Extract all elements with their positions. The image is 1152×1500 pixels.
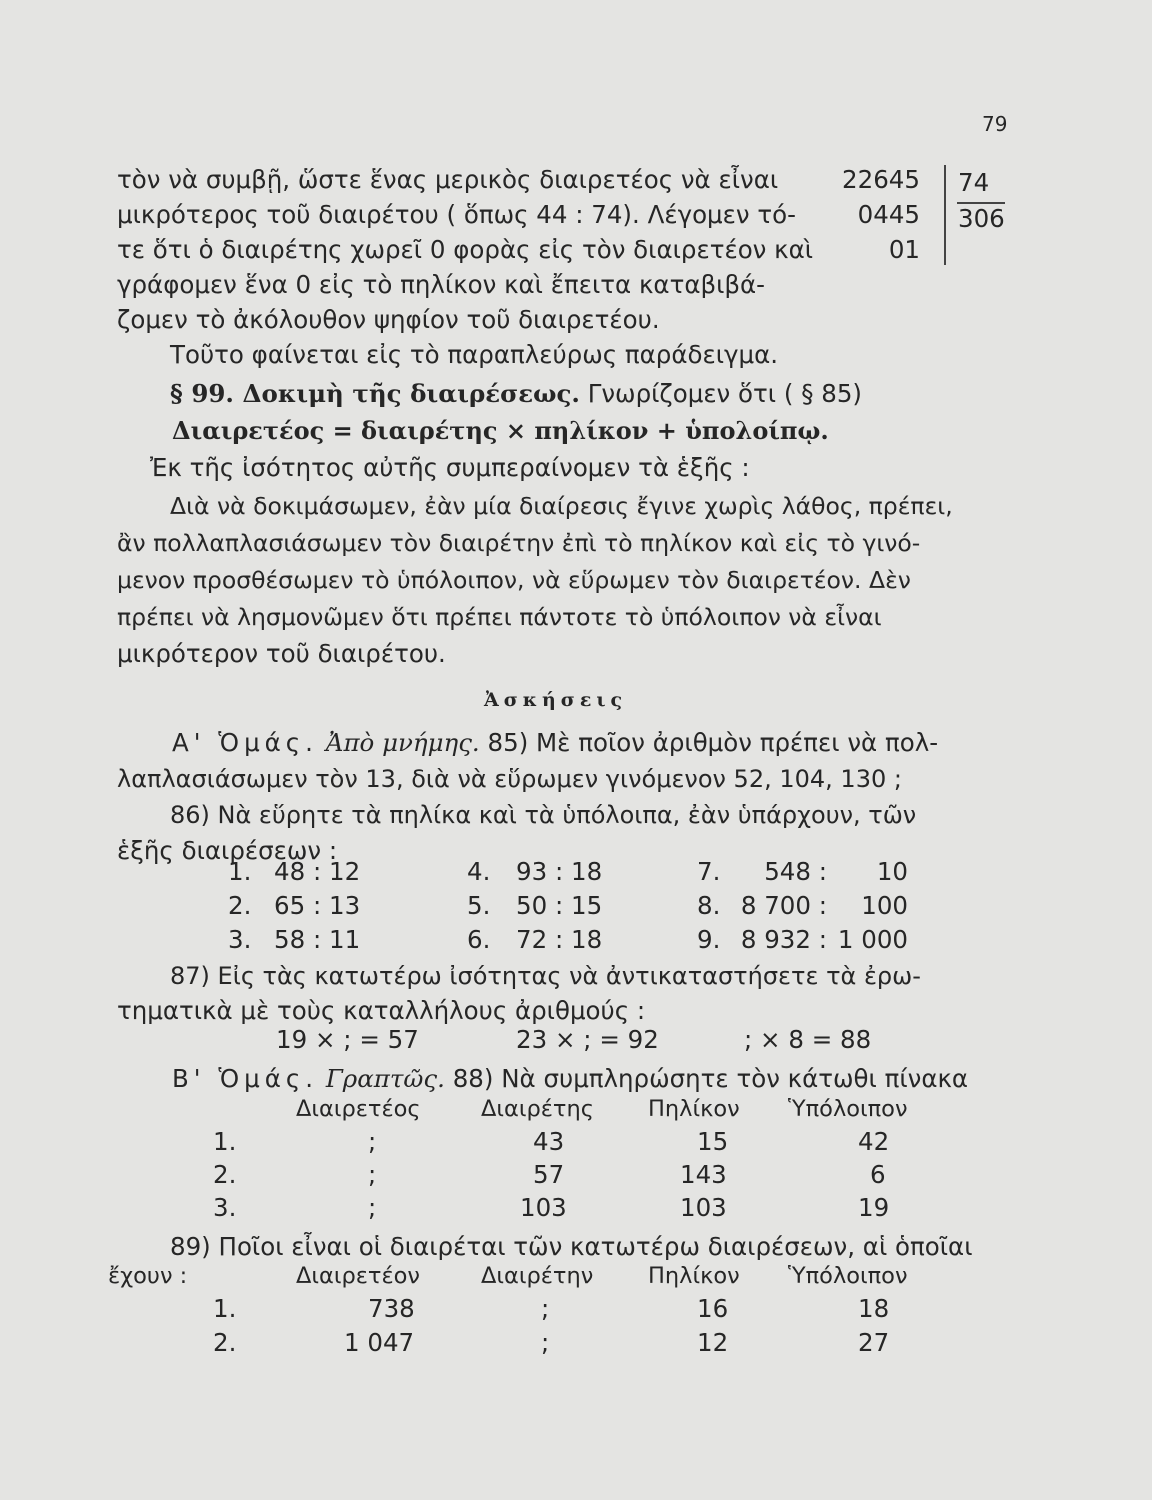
table-88-cell: 6 [870, 1160, 886, 1189]
division-item-divisor: 10 [876, 857, 908, 886]
division-quotient: 306 [958, 204, 1005, 233]
exercises-title: Ἀσκήσεις [484, 689, 628, 711]
exercise-89-line: 89) Ποῖοι εἶναι οἱ διαιρέται τῶν κατωτέρω διαιρέσεων, αἱ ὁποῖαι [170, 1232, 973, 1261]
table-89-header: Πηλίκον [648, 1263, 740, 1289]
exercise-88-line: 88) Νὰ συμπληρώσητε τὸν κάτωθι πίνακα [452, 1064, 969, 1093]
equality-item: ; × 8 = 88 [744, 1025, 872, 1054]
intro-line: Τοῦτο φαίνεται εἰς τὸ παραπλεύρως παράδειγμα. [170, 340, 779, 369]
division-item: 48 : 12 [274, 857, 361, 886]
exercise-86-line: 86) Νὰ εὕρητε τὰ πηλίκα καὶ τὰ ὑπόλοιπα, ἐὰν ὑπάρχουν, τῶν [170, 801, 917, 829]
table-89-cell: ; [541, 1294, 550, 1323]
intro-line: γράφομεν ἕνα 0 εἰς τὸ πηλίκον καὶ ἔπειτα καταβιβά- [117, 270, 766, 299]
group-a-mode: Ἀπὸ μνήμης. [325, 728, 480, 757]
division-item: 72 : 18 [516, 925, 603, 954]
table-89-cell: 738 [368, 1294, 415, 1323]
table-89-cell: 18 [858, 1294, 890, 1323]
table-88-row-number: 1. [213, 1127, 237, 1156]
table-88-cell: ; [368, 1193, 377, 1222]
table-88-header: Διαιρέτης [481, 1096, 594, 1122]
division-item-number: 7. [697, 857, 721, 886]
intro-line: ζομεν τὸ ἀκόλουθον ψηφίον τοῦ διαιρετέου. [117, 305, 660, 334]
exercise-85-start: 85) Μὲ ποῖον ἀριθμὸν πρέπει νὰ πολ- [487, 728, 939, 757]
section-99-heading-line [170, 378, 862, 410]
section-99-line: μικρότερον τοῦ διαιρέτου. [117, 639, 446, 668]
section-99-heading: § 99. Δοκιμὴ τῆς διαιρέσεως. [170, 379, 580, 408]
equality-item: 23 × ; = 92 [516, 1025, 659, 1054]
table-89-cell: 27 [858, 1328, 890, 1357]
table-88-cell: 15 [697, 1127, 729, 1156]
division-item-number: 4. [467, 857, 491, 886]
table-88-row-number: 2. [213, 1160, 237, 1189]
table-88-cell: 103 [680, 1193, 727, 1222]
exercise-85-line: λαπλασιάσωμεν τὸν 13, διὰ νὰ εὕρωμεν γινόμενον 52, 104, 130 ; [117, 765, 902, 793]
exercise-86-line: ἑξῆς διαιρέσεων : [117, 836, 338, 865]
exercise-89-lead: ἔχουν : [108, 1263, 188, 1289]
division-item-divisor: 1 000 [837, 925, 908, 954]
section-99-line: ἂν πολλαπλασιάσωμεν τὸν διαιρέτην ἐπὶ τὸ πηλίκον καὶ εἰς τὸ γινό- [117, 529, 921, 557]
division-item-number: 5. [467, 891, 491, 920]
table-88-row-number: 3. [213, 1193, 237, 1222]
table-88-cell: 42 [858, 1127, 890, 1156]
group-a-line [172, 727, 938, 759]
division-divisor: 74 [958, 168, 990, 197]
division-item: 65 : 13 [274, 891, 361, 920]
division-item-number: 8. [697, 891, 721, 920]
table-88-cell: 103 [520, 1193, 567, 1222]
equality-item: 19 × ; = 57 [276, 1025, 419, 1054]
table-89-row-number: 1. [213, 1294, 237, 1323]
table-88-header: Ὑπόλοιπον [788, 1096, 908, 1122]
division-item-dividend: 8 700 : [740, 891, 827, 920]
division-item-dividend: 548 : [764, 857, 827, 886]
table-88-cell: ; [368, 1127, 377, 1156]
table-89-header: Διαιρετέον [296, 1263, 420, 1289]
division-item-number: 9. [697, 925, 721, 954]
table-88-cell: 143 [680, 1160, 727, 1189]
table-89-cell: 12 [697, 1328, 729, 1357]
section-99-line: πρέπει νὰ λησμονῶμεν ὅτι πρέπει πάντοτε τὸ ὑπόλοιπον νὰ εἶναι [117, 603, 882, 631]
division-dividend: 22645 [842, 165, 920, 194]
intro-line: τε ὅτι ὁ διαιρέτης χωρεῖ 0 φορὰς εἰς τὸν διαιρετέον καὶ [117, 235, 814, 264]
group-b-line [172, 1063, 968, 1095]
table-88-cell: 43 [533, 1127, 565, 1156]
table-89-cell: 1 047 [344, 1328, 415, 1357]
division-item-divisor: 100 [861, 891, 908, 920]
group-b-mode: Γραπτῶς. [325, 1064, 445, 1093]
page-number: 79 [982, 112, 1008, 136]
intro-line: μικρότερος τοῦ διαιρέτου ( ὅπως 44 : 74). Λέγομεν τό- [117, 200, 796, 229]
group-a-label: Α' Ὁμάς. [172, 728, 318, 757]
division-item-number: 2. [228, 891, 252, 920]
division-item: 50 : 15 [516, 891, 603, 920]
table-88-header: Διαιρετέος [296, 1096, 421, 1122]
group-b-label: Β' Ὁμάς. [172, 1064, 319, 1093]
table-88-cell: ; [368, 1160, 377, 1189]
exercise-87-line: 87) Εἰς τὰς κατωτέρω ἰσότητας νὰ ἀντικαταστήσετε τὰ ἐρω- [170, 962, 921, 990]
division-item-dividend: 8 932 : [740, 925, 827, 954]
division-item-number: 6. [467, 925, 491, 954]
table-89-header: Διαιρέτην [481, 1263, 594, 1289]
table-89-cell: 16 [697, 1294, 729, 1323]
section-99-line: Ἐκ τῆς ἰσότητος αὐτῆς συμπεραίνομεν τὰ ἑξῆς : [150, 453, 750, 482]
table-89-row-number: 2. [213, 1328, 237, 1357]
table-89-header: Ὑπόλοιπον [788, 1263, 908, 1289]
division-formula: Διαιρετέος = διαιρέτης × πηλίκον + ὑπολοίπῳ. [172, 416, 829, 445]
division-item: 93 : 18 [516, 857, 603, 886]
exercise-87-line: τηματικὰ μὲ τοὺς καταλλήλους ἀριθμούς : [117, 996, 646, 1025]
division-remainder: 01 [888, 235, 920, 264]
division-partial: 0445 [857, 200, 920, 229]
intro-line: τὸν νὰ συμβῇ, ὥστε ἕνας μερικὸς διαιρετέος νὰ εἶναι [117, 165, 779, 194]
table-88-header: Πηλίκον [648, 1096, 740, 1122]
division-item-number: 3. [228, 925, 252, 954]
table-89-cell: ; [541, 1328, 550, 1357]
division-item: 58 : 11 [274, 925, 361, 954]
section-99-heading-tail: Γνωρίζομεν ὅτι ( § 85) [587, 379, 862, 408]
division-vertical-rule [944, 165, 946, 265]
table-88-cell: 57 [533, 1160, 565, 1189]
table-88-cell: 19 [858, 1193, 890, 1222]
division-item-number: 1. [228, 857, 252, 886]
section-99-line: Διὰ νὰ δοκιμάσωμεν, ἐὰν μία διαίρεσις ἔγινε χωρὶς λάθος, πρέπει, [170, 492, 953, 520]
section-99-line: μενον προσθέσωμεν τὸ ὑπόλοιπον, νὰ εὕρωμεν τὸν διαιρετέον. Δὲν [117, 566, 911, 594]
